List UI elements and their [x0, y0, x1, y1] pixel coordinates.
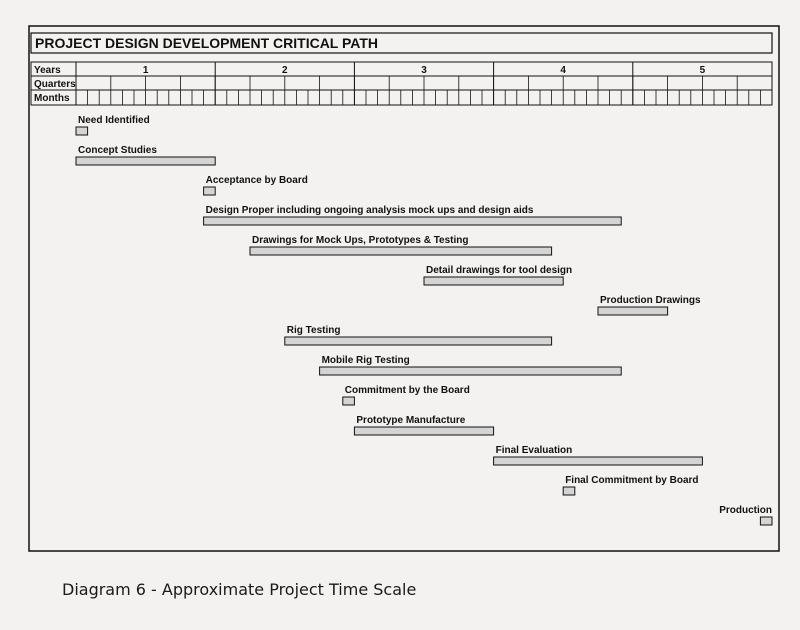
quarters-row — [31, 76, 772, 90]
task-bar — [563, 487, 575, 495]
task-label: Drawings for Mock Ups, Prototypes & Testing — [252, 235, 469, 246]
months-row — [31, 90, 772, 105]
month-cells — [88, 90, 761, 105]
task-label: Need Identified — [78, 115, 150, 126]
year-cells — [76, 62, 706, 105]
year-label: 3 — [421, 65, 427, 76]
years-row-label: Years — [34, 65, 61, 76]
task-bar — [204, 217, 622, 225]
chart-title: PROJECT DESIGN DEVELOPMENT CRITICAL PATH — [35, 35, 379, 51]
task-label: Prototype Manufacture — [356, 415, 466, 426]
task-label: Design Proper including ongoing analysis mock ups and design aids — [205, 205, 534, 216]
task-bar — [76, 157, 215, 165]
task-bar — [424, 277, 563, 285]
months-row-label: Months — [34, 93, 70, 104]
task-bar — [343, 397, 355, 405]
year-label: 4 — [560, 65, 566, 76]
task-bar — [285, 337, 552, 345]
quarters-row-label: Quarters — [34, 79, 76, 90]
task-label: Production Drawings — [600, 295, 701, 306]
task-bar — [354, 427, 493, 435]
quarter-cells — [111, 76, 737, 90]
task-bar — [760, 517, 772, 525]
task-label: Mobile Rig Testing — [321, 355, 410, 366]
task-label: Detail drawings for tool design — [426, 265, 573, 276]
task-label: Production — [719, 505, 772, 516]
figure-caption: Diagram 6 - Approximate Project Time Scale — [62, 580, 417, 599]
task-bar — [598, 307, 668, 315]
task-bar — [320, 367, 622, 375]
task-bar — [250, 247, 552, 255]
year-label: 2 — [282, 65, 288, 76]
task-label: Rig Testing — [286, 325, 341, 336]
year-label: 5 — [699, 65, 706, 76]
task-label: Acceptance by Board — [205, 175, 308, 186]
task-bar — [76, 127, 88, 135]
year-label: 1 — [142, 65, 149, 76]
task-bars — [76, 115, 772, 525]
task-bar — [494, 457, 703, 465]
task-label: Final Commitment by Board — [565, 475, 699, 486]
task-label: Commitment by the Board — [344, 385, 470, 396]
task-bar — [204, 187, 216, 195]
task-label: Final Evaluation — [495, 445, 573, 456]
task-label: Concept Studies — [78, 145, 157, 156]
